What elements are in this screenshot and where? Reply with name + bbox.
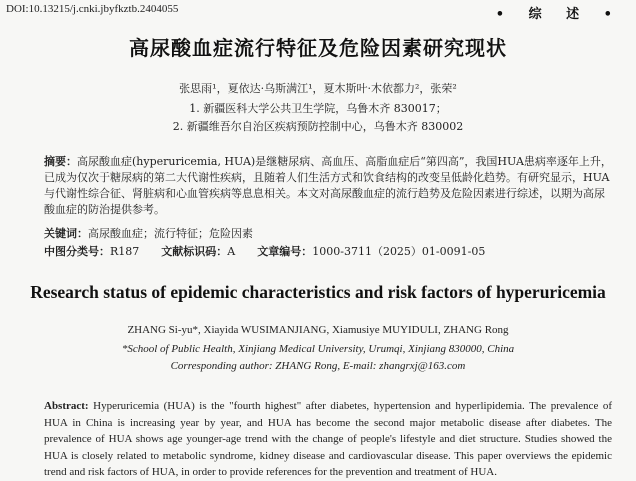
article-no-label: 文章编号：: [257, 245, 313, 258]
chinese-affiliation-1: 1. 新疆医科大学公共卫生学院，乌鲁木齐 830017；: [189, 102, 447, 115]
chinese-abstract-text: 高尿酸血症(hyperuricemia, HUA)是继糖尿病、高血压、高脂血症后“第四高”，我国HUA患病率逐年上升，已成为仅次于糖尿病的第二大代谢性疾病，且随着人们生活方式和饮食结构的改变呈低龄化趋势。有研究显示，HUA与代谢性综合征、肾脏病和心血管疾病等息息相关。本文对高尿酸血症的流行趋势及危险因素进行综述，以期为高尿酸血症的防治提供参考。: [44, 155, 612, 216]
english-abstract: [44, 398, 612, 481]
chinese-affiliation-2: 2. 新疆维吾尔自治区疾病预防控制中心，乌鲁木齐 830002: [172, 120, 464, 133]
classification-row: [44, 243, 485, 259]
english-abstract-text: Hyperuricemia (HUA) is the "fourth highest" after diabetes, hypertension and hyperlipidemia. The prevalence of HUA in China is increasing year by year, and HUA has become the second major metabolic disease after diabetes. The prevalence of HUA shows age younger-age trend with the change of people's lifestyle and diet structure. Studies showed the HUA is closely related to metabolic syndrome, kidney disease and cardiovascular disease. This paper overviews the epidemic trend and risk factors of HUA, in order to provide references for the prevention and treatment of HUA.: [44, 400, 613, 478]
chinese-abstract: [44, 154, 612, 218]
chinese-title: 高尿酸血症流行特征及危险因素研究现状: [129, 36, 507, 60]
doc-code-label: 文献标识码：: [161, 245, 228, 258]
english-title: Research status of epidemic characteristics and risk factors of hyperuricemia: [30, 282, 606, 302]
doc-code-value: A: [227, 245, 236, 258]
clc-label: 中图分类号：: [44, 245, 110, 258]
chinese-keywords-label: 关键词：: [44, 227, 88, 240]
english-abstract-label: Abstract:: [44, 400, 89, 412]
chinese-authors: 张思雨¹，夏依达·乌斯满江¹，夏木斯叶·木依都力²，张荣²: [179, 82, 457, 95]
doi-text: DOI:10.13215/j.cnki.jbyfkztb.2404055: [6, 3, 179, 15]
chinese-keywords: [44, 225, 253, 241]
english-authors: ZHANG Si-yu*, Xiayida WUSIMANJIANG, Xiamusiye MUYIDULI, ZHANG Rong: [127, 324, 509, 336]
english-affiliation: *School of Public Health, Xinjiang Medical University, Urumqi, Xinjiang 830000, China: [121, 343, 515, 355]
chinese-abstract-label: 摘要：: [44, 155, 77, 168]
article-no-value: 1000-3711（2025）01-0091-05: [312, 245, 486, 258]
chinese-keywords-text: 高尿酸血症；流行特征；危险因素: [88, 227, 253, 240]
section-tag: • 综 述 •: [495, 7, 622, 22]
corresponding-author: Corresponding author: ZHANG Rong, E-mail: zhangrxj@163.com: [170, 360, 466, 372]
clc-value: R187: [110, 245, 140, 258]
